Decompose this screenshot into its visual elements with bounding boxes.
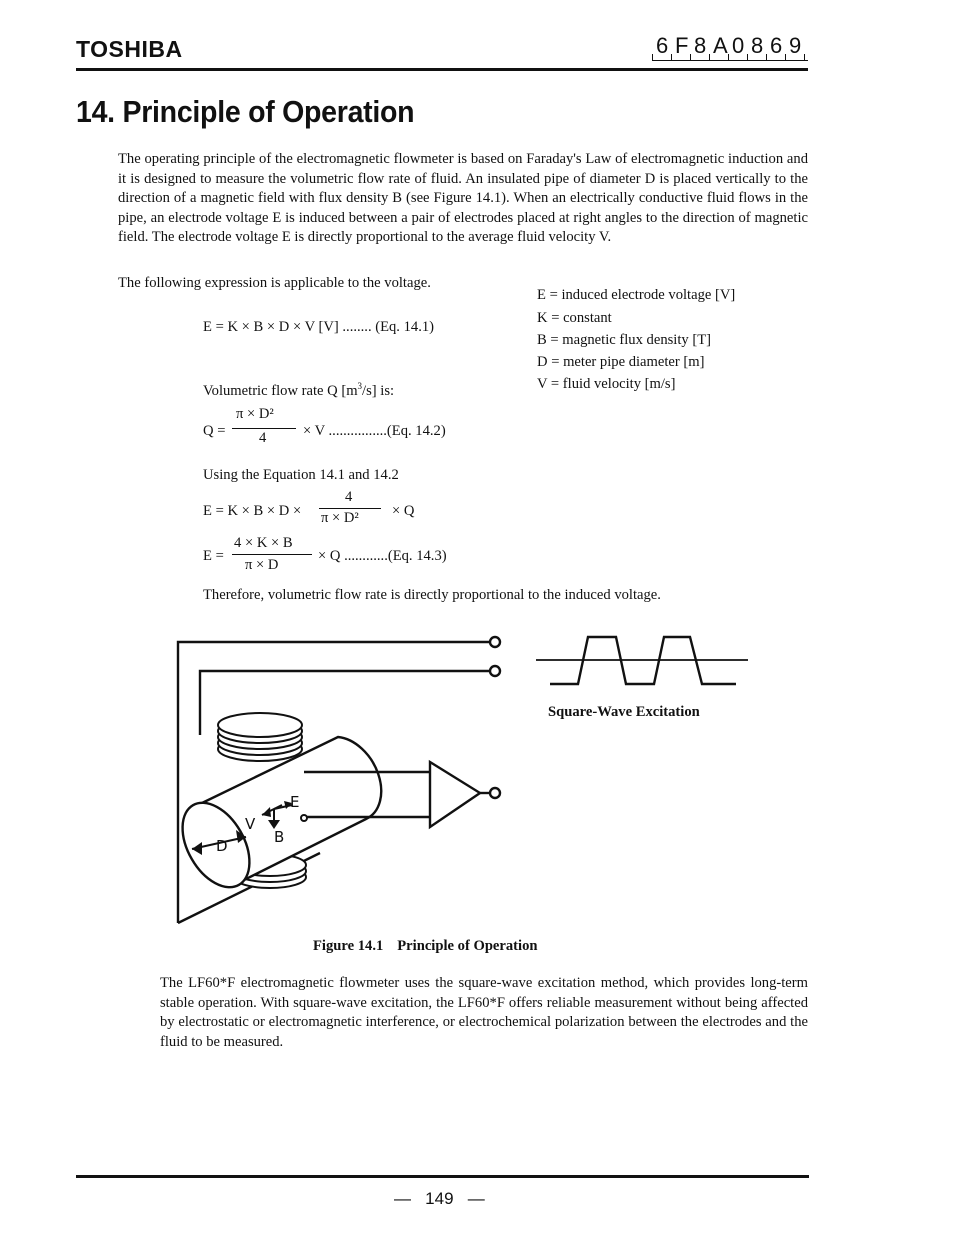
doc-number-char: 6 [656,33,669,58]
eq-combined-numerator: 4 [345,489,353,505]
eq2-numerator: π × D² [236,406,274,422]
terminal-output [490,788,500,798]
eq3-numerator: 4 × K × B [234,535,293,551]
equation-14-1: E = K × B × D × V [V] ........ (Eq. 14.1) [203,319,435,335]
legend-item: B = magnetic flux density [T] [537,332,711,348]
figure-caption [313,938,538,955]
eq2-rhs: × V ................(Eq. 14.2) [303,423,446,439]
terminal-2 [490,666,500,676]
eq3-lhs: E = [203,548,224,564]
eq-combined-denominator: π × D² [321,510,359,526]
page-number: — 149 — [394,1189,485,1208]
doc-number-char: A [713,33,728,58]
expression-intro: The following expression is applicable to the voltage. [118,275,431,291]
eq3-rhs: × Q ............(Eq. 14.3) [318,548,447,564]
doc-number-char: 6 [770,33,783,58]
legend-item: D = meter pipe diameter [m] [537,354,705,370]
footer-rule [76,1175,809,1178]
amplifier-icon [430,762,480,827]
label-b: B [274,828,285,846]
legend-item: V = fluid velocity [m/s] [537,376,676,392]
intro-paragraph: The operating principle of the electromagnetic flowmeter is based on Faraday's Law of electromagnetic induction and it is designed to measure the volumetric flow rate of fluid. An insulated pipe of diameter D is placed vertically to the direction of a magnetic field with flux density B (see Figure 14.1). When an electrically conductive fluid flows in the pipe, an electrode voltage E is induced between a pair of electrodes placed at right angles to the direction of magnetic field. The electrode voltage E is directly proportional to the average fluid velocity V. [118,151,808,245]
label-e: E [290,793,300,811]
legend-item: K = constant [537,310,612,326]
equation-14-3 [200,535,500,581]
square-wave-icon [536,634,748,690]
figure-title: Principle of Operation [397,938,538,954]
flow-rate-intro: Volumetric flow rate Q $[m^3/s]$ is: [203,381,395,399]
conclusion-text: Therefore, volumetric flow rate is directly proportional to the induced voltage. [203,587,661,603]
legend-item: E = induced electrode voltage [V] [537,287,736,303]
doc-number-char: 8 [694,33,707,58]
eq3-denominator: π × D [245,557,279,573]
header-rule [76,68,808,71]
eq-combined-lhs: E = K × B × D × [203,503,302,519]
eq2-lhs: Q = [203,423,226,439]
using-equations-text: Using the Equation 14.1 and 14.2 [203,467,399,483]
doc-number-char: F [675,33,689,58]
principle-diagram [170,625,510,927]
equation-combined [200,489,500,533]
equation-14-2 [200,406,500,454]
doc-number-char: 0 [732,33,745,58]
eq2-denominator: 4 [259,430,267,446]
section-title: 14. Principle of Operation [76,94,415,129]
label-v: V [245,815,256,833]
toshiba-logo: TOSHIBA [76,36,183,62]
figure-number: Figure 14.1 [313,938,384,954]
square-wave-label: Square-Wave Excitation [548,704,700,720]
doc-number-char: 9 [789,33,802,58]
document-number [652,33,808,61]
doc-number-char: 8 [751,33,764,58]
terminal-1 [490,637,500,647]
closing-paragraph: The LF60*F electromagnetic flowmeter uses the square-wave excitation method, which provides long-term stable operation. With square-wave excitation, the LF60*F offers reliable measurement without being affected by electrostatic or electromagnetic interference, or electrochemical polarization between the electrodes and the fluid to be measured. [160,975,808,1050]
label-d: D [216,837,228,855]
upper-coil [218,713,302,761]
eq-combined-rhs: × Q [392,503,415,519]
